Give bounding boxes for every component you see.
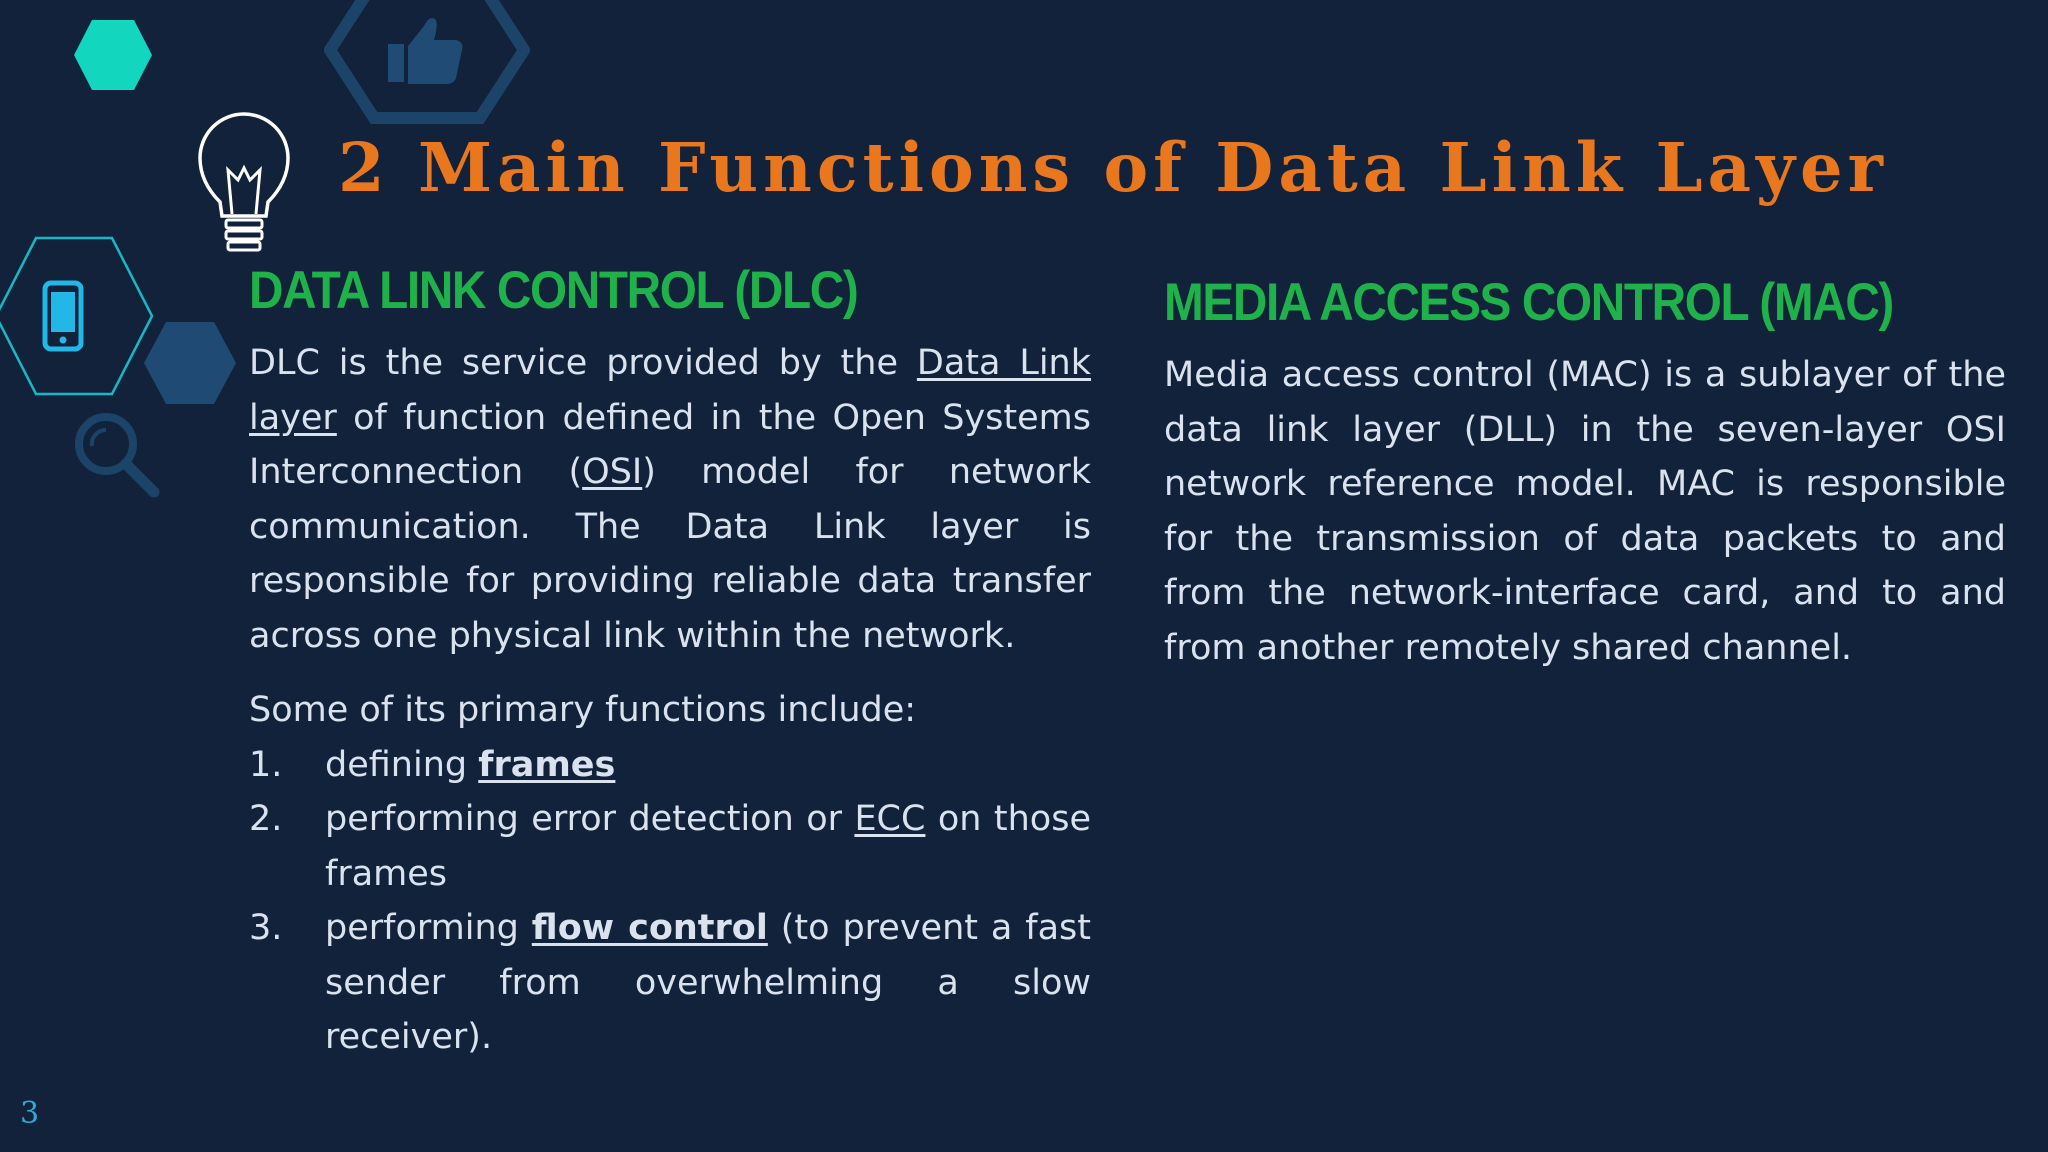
list-number: 1.: [249, 744, 283, 785]
dlc-column: [249, 258, 1091, 1065]
item-text: performing error detection or: [325, 799, 855, 839]
dlc-heading: DATA LINK CONTROL (DLC): [249, 261, 858, 320]
flow-control-link[interactable]: flow control: [531, 908, 768, 948]
item-text: on those frames: [325, 799, 1091, 894]
data-link-layer-link[interactable]: Data Link layer: [249, 343, 1092, 438]
item-text: performing: [325, 908, 532, 948]
slide-title: 2 Main Functions of Data Link Layer: [338, 128, 1888, 207]
mac-heading: MEDIA ACCESS CONTROL (MAC): [1164, 273, 1893, 332]
list-item: [249, 792, 1091, 901]
teal-hexagon-shape: [72, 18, 154, 92]
item-text: defining: [325, 744, 479, 785]
functions-intro: Some of its primary functions include:: [249, 690, 917, 730]
item-text: (to prevent a fast sender from overwhelming a slow receiver).: [325, 908, 1091, 1057]
frames-link[interactable]: frames: [478, 744, 616, 785]
list-number: 2.: [249, 799, 283, 839]
list-number: 3.: [249, 908, 283, 948]
dlc-paragraph: [249, 336, 1091, 663]
mac-column: [1164, 270, 2006, 675]
dlc-text-part3: ) model for network communication. The Data Link layer is responsible for providing reliable data transfer across one physical link within the network.: [249, 452, 1091, 656]
mac-paragraph: Media access control (MAC) is a sublayer of the data link layer (DLL) in the seven-layer OSI network reference model. MAC is responsible for the transmission of data packets to and from the network-interface card, and to and from another remotely shared channel.: [1164, 355, 2006, 668]
list-item: [249, 738, 1091, 793]
blue-hexagon-shape: [142, 320, 238, 406]
page-number: 3: [20, 1096, 40, 1131]
ecc-link[interactable]: ECC: [854, 799, 926, 839]
lightbulb-icon: [196, 112, 292, 256]
functions-list: [249, 738, 1091, 1065]
list-item: [249, 901, 1091, 1065]
dlc-text-part1: DLC is the service provided by the: [249, 343, 917, 383]
dlc-text-part2: of function defined in the Open Systems Interconnection (: [249, 397, 1091, 492]
osi-link[interactable]: OSI: [582, 452, 643, 492]
magnifier-icon: [70, 408, 162, 500]
thumbs-up-icon: [384, 10, 466, 88]
smartphone-icon: [42, 280, 84, 352]
